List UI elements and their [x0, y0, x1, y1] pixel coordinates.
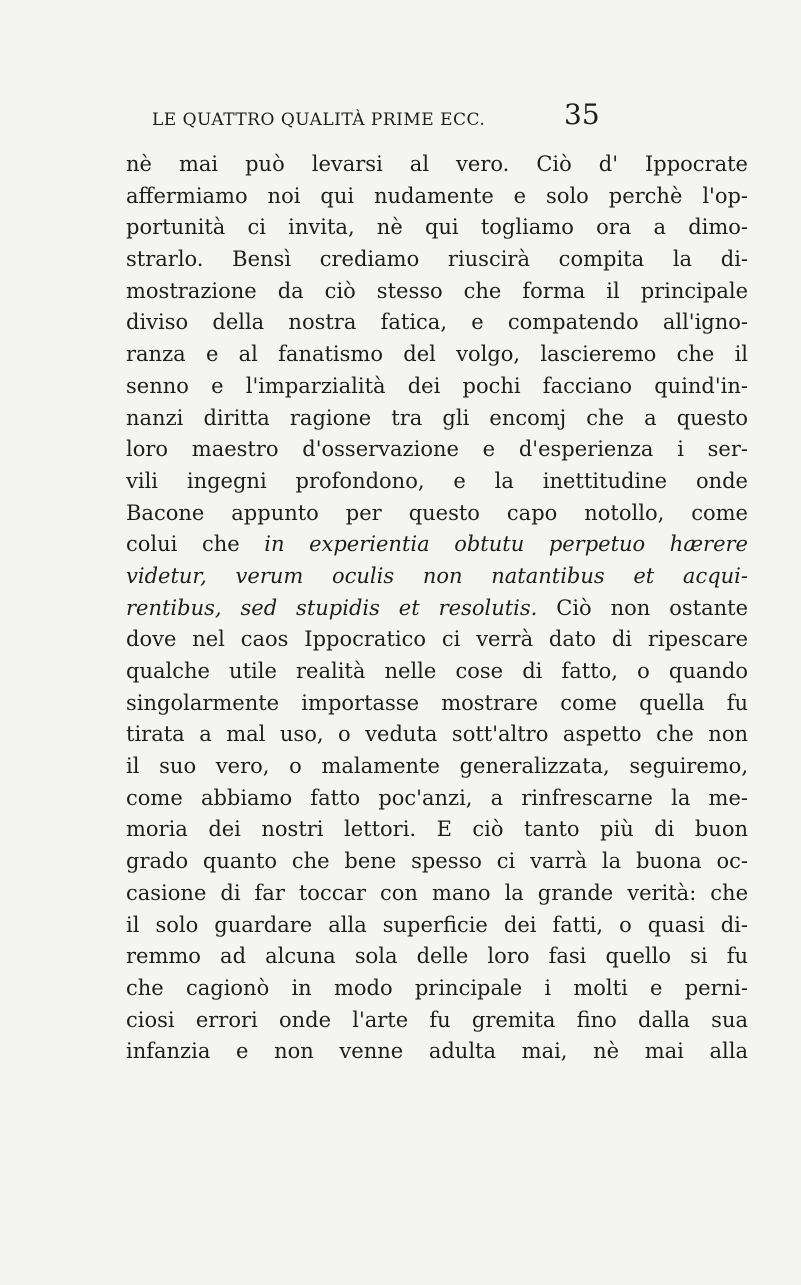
line-text: ciosi errori onde l'arte fu gremita fino dalla sua	[126, 1007, 748, 1032]
text-line	[126, 339, 748, 371]
line-text: loro maestro d'osservazione e d'esperienza i ser-	[126, 437, 748, 462]
text-line	[126, 244, 748, 276]
line-text: nanzi diritta ragione tra gli encomj che a questo	[126, 405, 748, 430]
line-text: vili ingegni profondono, e la inettitudine onde	[126, 468, 748, 493]
line-text: grado quanto che bene spesso ci varrà la buona oc-	[126, 849, 748, 874]
line-text: dove nel caos Ippocratico ci verrà dato di ripescare	[126, 627, 748, 652]
line-text: il suo vero, o malamente generalizzata, seguiremo,	[126, 754, 748, 779]
line-text: portunità ci invita, nè qui togliamo ora a dimo-	[126, 215, 748, 240]
line-text: colui che	[126, 532, 265, 557]
text-line	[126, 719, 748, 751]
text-line	[126, 1005, 748, 1037]
line-text: diviso della nostra fatica, e compatendo all'igno-	[126, 310, 748, 335]
text-line	[126, 814, 748, 846]
text-line	[126, 941, 748, 973]
text-line	[126, 593, 748, 625]
text-line	[126, 846, 748, 878]
line-text: senno e l'imparzialità dei pochi facciano quind'in-	[126, 373, 748, 398]
line-text: remmo ad alcuna sola delle loro fasi quello si fu	[126, 944, 748, 969]
line-text: infanzia e non venne adulta mai, nè mai alla	[126, 1039, 748, 1064]
text-line	[126, 751, 748, 783]
latin-quote: in experientia obtutu perpetuo hærere	[264, 532, 748, 557]
line-text: affermiamo noi qui nudamente e solo perchè l'op-	[126, 183, 748, 208]
text-line	[126, 878, 748, 910]
line-text: mostrazione da ciò stesso che forma il principale	[126, 278, 748, 303]
running-head	[150, 98, 780, 138]
latin-quote: videtur, verum oculis non natantibus et acqui-	[126, 563, 748, 588]
line-text: nè mai può levarsi al vero. Ciò d' Ippocrate	[126, 152, 748, 176]
text-line	[126, 181, 748, 213]
text-line	[126, 1036, 748, 1068]
text-line	[126, 656, 748, 688]
line-text: Ciò non ostante	[537, 595, 748, 620]
page-number: 35	[564, 98, 600, 131]
line-text: ranza e al fanatismo del volgo, lascieremo che il	[126, 342, 748, 367]
text-line	[126, 688, 748, 720]
text-line	[126, 149, 748, 181]
line-text: singolarmente importasse mostrare come quella fu	[126, 690, 748, 715]
text-line	[126, 307, 748, 339]
running-title: LE QUATTRO QUALITÀ PRIME ECC.	[152, 110, 486, 130]
text-line	[126, 561, 748, 593]
text-line	[126, 973, 748, 1005]
text-line	[126, 276, 748, 308]
line-text: tirata a mal uso, o veduta sott'altro aspetto che non	[126, 722, 748, 747]
text-line	[126, 403, 748, 435]
text-line	[126, 624, 748, 656]
text-line	[126, 371, 748, 403]
line-text: Bacone appunto per questo capo notollo, come	[126, 500, 748, 525]
line-text: che cagionò in modo principale i molti e perni-	[126, 975, 748, 1000]
text-line	[126, 498, 748, 530]
text-line	[126, 212, 748, 244]
body-text	[126, 149, 748, 1068]
text-line	[126, 910, 748, 942]
line-text: strarlo. Bensì crediamo riuscirà compita la di-	[126, 247, 748, 272]
latin-quote: rentibus, sed stupidis et resolutis.	[126, 595, 538, 620]
line-text: qualche utile realità nelle cose di fatto, o quando	[126, 659, 748, 683]
text-line	[126, 466, 748, 498]
line-text: moria dei nostri lettori. E ciò tanto più di buon	[126, 817, 748, 842]
line-text: casione di far toccar con mano la grande verità: che	[126, 880, 748, 905]
text-line	[126, 434, 748, 466]
text-line	[126, 783, 748, 815]
line-text: come abbiamo fatto poc'anzi, a rinfrescarne la me-	[126, 785, 748, 810]
text-line	[126, 529, 748, 561]
line-text: il solo guardare alla superficie dei fatti, o quasi di-	[126, 912, 748, 937]
